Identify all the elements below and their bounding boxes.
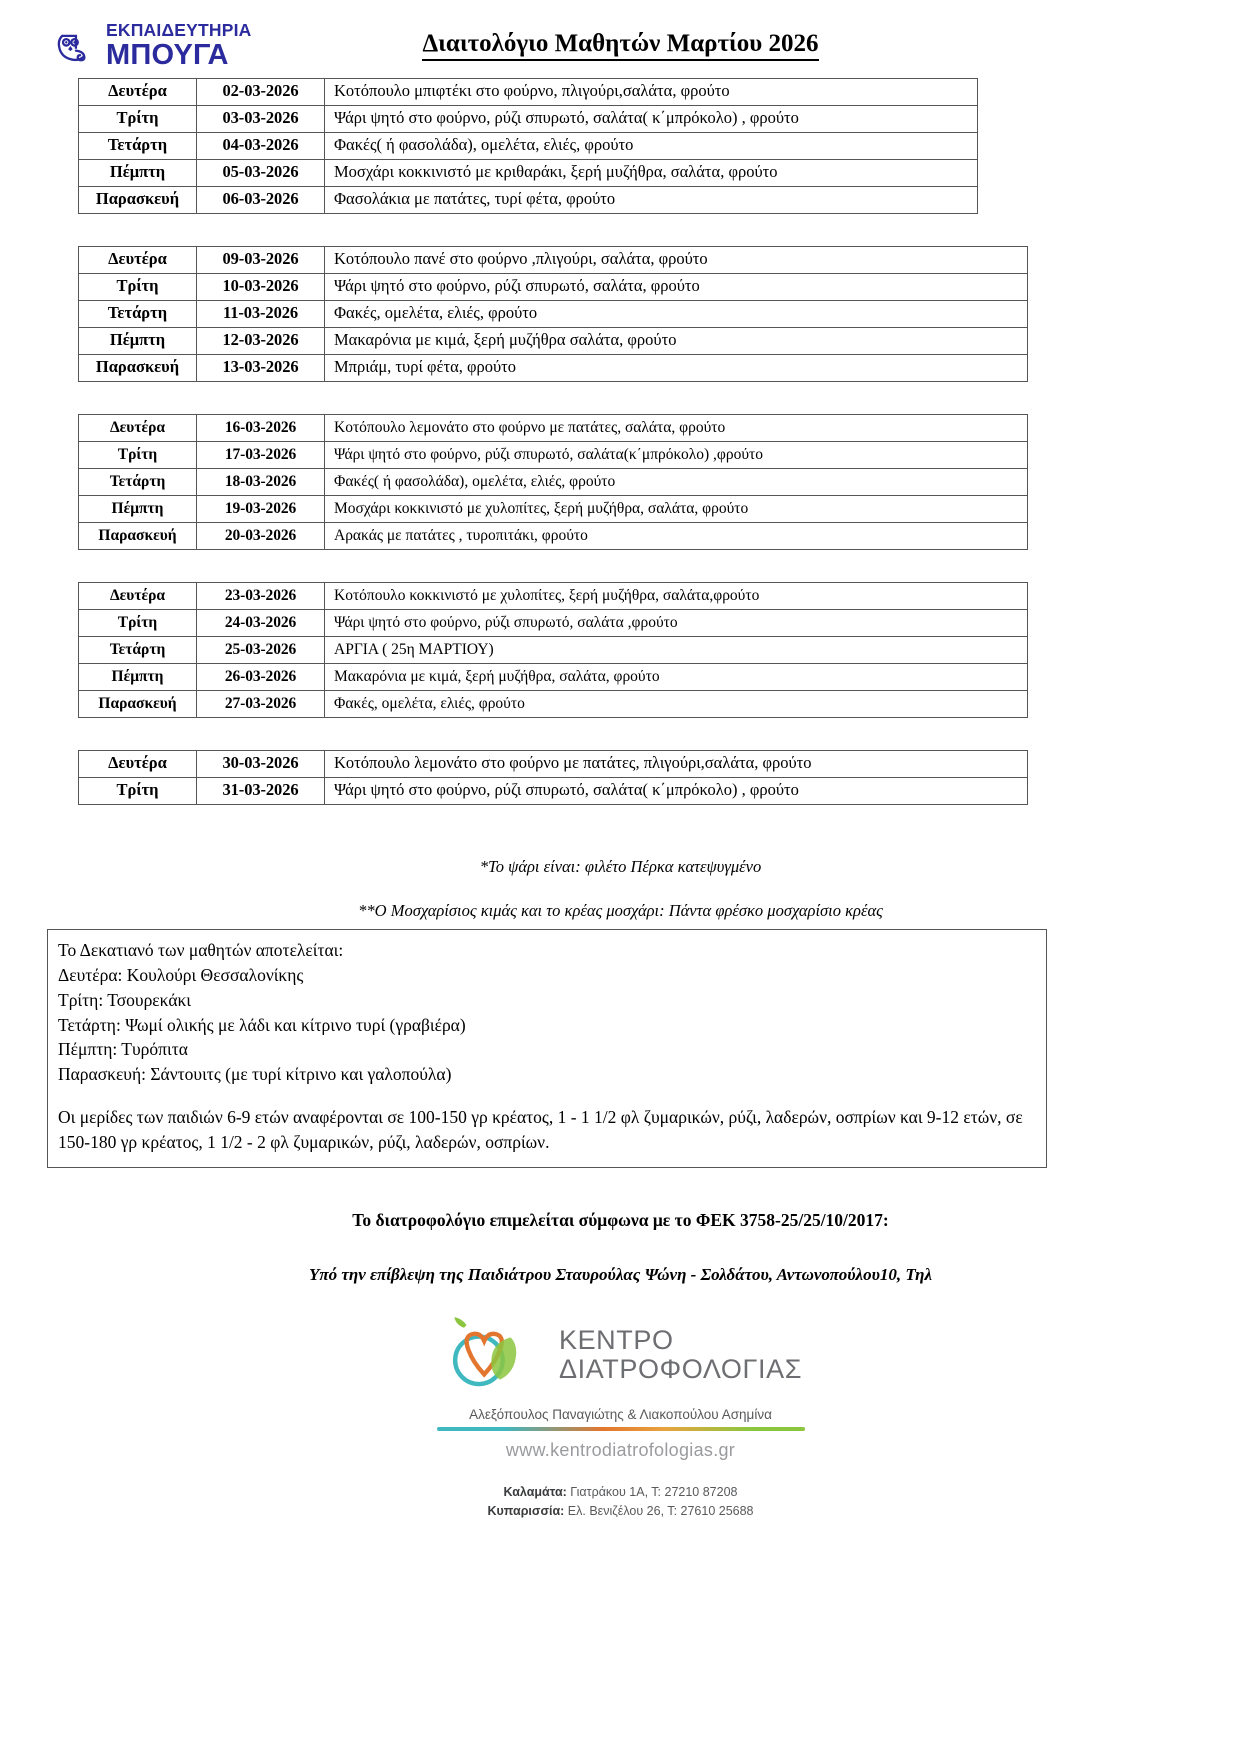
cell-date: 10-03-2026 bbox=[197, 274, 325, 301]
cell-day: Δευτέρα bbox=[79, 415, 197, 442]
cell-meal: Ψάρι ψητό στο φούρνο, ρύζι σπυρωτό, σαλάτα( κ΄μπρόκολο) , φρούτο bbox=[325, 778, 1028, 805]
cell-date: 09-03-2026 bbox=[197, 247, 325, 274]
cell-meal: Κοτόπουλο μπιφτέκι στο φούρνο, πλιγούρι,σαλάτα, φρούτο bbox=[325, 79, 978, 106]
week-1-body bbox=[79, 79, 978, 214]
table-row bbox=[79, 415, 1028, 442]
snack-monday: Δευτέρα: Κουλούρι Θεσσαλονίκης bbox=[58, 964, 304, 985]
cell-meal: Φακές( ή φασολάδα), ομελέτα, ελιές, φρούτο bbox=[325, 469, 1028, 496]
table-row bbox=[79, 691, 1028, 718]
note-beef: **Ο Μοσχαρίσιος κιμάς και το κρέας μοσχάρι: Πάντα φρέσκο μοσχαρίσιο κρέας bbox=[358, 901, 883, 920]
cell-day: Παρασκευή bbox=[79, 523, 197, 550]
table-row bbox=[79, 496, 1028, 523]
cell-day: Τετάρτη bbox=[79, 637, 197, 664]
cell-day: Δευτέρα bbox=[79, 79, 197, 106]
cell-date: 27-03-2026 bbox=[197, 691, 325, 718]
cell-date: 30-03-2026 bbox=[197, 751, 325, 778]
table-row bbox=[79, 79, 978, 106]
table-row bbox=[79, 187, 978, 214]
table-row bbox=[79, 274, 1028, 301]
cell-meal: Κοτόπουλο κοκκινιστό με χυλοπίτες, ξερή μυζήθρα, σαλάτα,φρούτο bbox=[325, 583, 1028, 610]
cell-date: 19-03-2026 bbox=[197, 496, 325, 523]
cell-meal: Φασολάκια με πατάτες, τυρί φέτα, φρούτο bbox=[325, 187, 978, 214]
week-table-1 bbox=[78, 78, 978, 214]
snack-friday: Παρασκευή: Σάντουιτς (με τυρί κίτρινο και γαλοπούλα) bbox=[58, 1064, 452, 1085]
cell-day: Τετάρτη bbox=[79, 301, 197, 328]
cell-day: Πέμπτη bbox=[79, 328, 197, 355]
snack-intro: Το Δεκατιανό των μαθητών αποτελείται: bbox=[58, 940, 344, 960]
logo-word-diatrofologias: ΔΙΑΤΡΟΦΟΛΟΓΙΑΣ bbox=[558, 1353, 803, 1384]
cell-day: Παρασκευή bbox=[79, 187, 197, 214]
cell-day: Τρίτη bbox=[79, 778, 197, 805]
snack-thursday: Πέμπτη: Τυρόπιτα bbox=[58, 1039, 188, 1060]
table-spacer bbox=[0, 214, 1241, 246]
cell-day: Τρίτη bbox=[79, 610, 197, 637]
table-row-holiday bbox=[79, 637, 1028, 664]
table-row bbox=[79, 442, 1028, 469]
cell-date: 25-03-2026 bbox=[197, 637, 325, 664]
cell-meal: Κοτόπουλο λεμονάτο στο φούρνο με πατάτες, σαλάτα, φρούτο bbox=[325, 415, 1028, 442]
cell-meal: Αρακάς με πατάτες , τυροπιτάκι, φρούτο bbox=[325, 523, 1028, 550]
gradient-divider bbox=[437, 1427, 805, 1431]
table-row bbox=[79, 778, 1028, 805]
cell-date: 11-03-2026 bbox=[197, 301, 325, 328]
portions-note: Οι μερίδες των παιδιών 6-9 ετών αναφέρονται σε 100-150 γρ κρέατος, 1 - 1 1/2 φλ ζυμαρικών, ρύζι, λαδερών, οσπρίων και 9-12 ετών, σε 150-180 γρ κρέατος, 1 1/2 - 2 φλ ζυμαρικών, ρύζι, λαδερών, οσπρίων. bbox=[58, 1107, 1023, 1152]
contact-kalamata-address: Γιατράκου 1Α, Τ: 27210 87208 bbox=[566, 1484, 738, 1499]
page-title bbox=[0, 30, 1241, 58]
contact-kyparissia-city: Κυπαρισσία: bbox=[487, 1503, 565, 1518]
table-row bbox=[79, 751, 1028, 778]
cell-date: 24-03-2026 bbox=[197, 610, 325, 637]
table-row bbox=[79, 610, 1028, 637]
snack-tuesday: Τρίτη: Τσουρεκάκι bbox=[58, 989, 192, 1010]
snack-wednesday: Τετάρτη: Ψωμί ολικής με λάδι και κίτρινο τυρί (γραβιέρα) bbox=[58, 1014, 466, 1035]
cell-day: Παρασκευή bbox=[79, 691, 197, 718]
contact-info bbox=[0, 1483, 1241, 1521]
cell-meal: Φακές, ομελέτα, ελιές, φρούτο bbox=[325, 301, 1028, 328]
table-spacer bbox=[0, 718, 1241, 750]
cell-day: Δευτέρα bbox=[79, 583, 197, 610]
cell-meal: Μοσχάρι κοκκινιστό με χυλοπίτες, ξερή μυζήθρα, σαλάτα, φρούτο bbox=[325, 496, 1028, 523]
cell-date: 13-03-2026 bbox=[197, 355, 325, 382]
cell-meal: Ψάρι ψητό στο φούρνο, ρύζι σπυρωτό, σαλάτα(κ΄μπρόκολο) ,φρούτο bbox=[325, 442, 1028, 469]
week-table-4 bbox=[78, 582, 1028, 718]
table-row bbox=[79, 106, 978, 133]
cell-date: 17-03-2026 bbox=[197, 442, 325, 469]
school-name-line1: ΕΚΠΑΙΔΕΥΤΗΡΙΑ bbox=[106, 20, 252, 40]
cell-day: Δευτέρα bbox=[79, 247, 197, 274]
apple-heart-leaf-icon bbox=[439, 1311, 547, 1399]
cell-date: 26-03-2026 bbox=[197, 664, 325, 691]
table-spacer bbox=[0, 550, 1241, 582]
snack-info-box bbox=[47, 929, 1047, 1168]
website-url[interactable]: www.kentrodiatrofologias.gr bbox=[505, 1439, 736, 1460]
table-row bbox=[79, 133, 978, 160]
cell-date: 02-03-2026 bbox=[197, 79, 325, 106]
cell-date: 23-03-2026 bbox=[197, 583, 325, 610]
document-footer bbox=[0, 1311, 1241, 1521]
contact-kyparissia-address: Ελ. Βενιζέλου 26, Τ: 27610 25688 bbox=[564, 1503, 754, 1518]
cell-meal: Μοσχάρι κοκκινιστό με κριθαράκι, ξερή μυζήθρα, σαλάτα, φρούτο bbox=[325, 160, 978, 187]
cell-date: 31-03-2026 bbox=[197, 778, 325, 805]
cell-day: Πέμπτη bbox=[79, 664, 197, 691]
table-spacer bbox=[0, 382, 1241, 414]
table-row bbox=[79, 583, 1028, 610]
table-row bbox=[79, 469, 1028, 496]
cell-day: Τετάρτη bbox=[79, 133, 197, 160]
note-fish: *Το ψάρι είναι: φιλέτο Πέρκα κατεψυγμένο bbox=[479, 857, 762, 876]
table-row bbox=[79, 328, 1028, 355]
cell-date: 16-03-2026 bbox=[197, 415, 325, 442]
cell-day: Τρίτη bbox=[79, 442, 197, 469]
cell-day: Τρίτη bbox=[79, 106, 197, 133]
contact-kalamata bbox=[0, 1483, 1241, 1502]
owners-names: Αλεξόπουλος Παναγιώτης & Λιακοπούλου Ασημίνα bbox=[469, 1406, 772, 1422]
table-row bbox=[79, 664, 1028, 691]
cell-meal: Μακαρόνια με κιμά, ξερή μυζήθρα, σαλάτα, φρούτο bbox=[325, 664, 1028, 691]
cell-day: Πέμπτη bbox=[79, 160, 197, 187]
cell-day: Τρίτη bbox=[79, 274, 197, 301]
week-table-3 bbox=[78, 414, 1028, 550]
cell-meal-holiday: ΑΡΓΙΑ ( 25η ΜΑΡΤΙΟΥ) bbox=[325, 637, 1028, 664]
table-row bbox=[79, 355, 1028, 382]
document-header bbox=[0, 0, 1241, 78]
cell-day: Δευτέρα bbox=[79, 751, 197, 778]
cell-meal: Κοτόπουλο πανέ στο φούρνο ,πλιγούρι, σαλάτα, φρούτο bbox=[325, 247, 1028, 274]
cell-day: Τετάρτη bbox=[79, 469, 197, 496]
table-row bbox=[79, 247, 1028, 274]
cell-date: 06-03-2026 bbox=[197, 187, 325, 214]
week-table-2 bbox=[78, 246, 1028, 382]
cell-day: Πέμπτη bbox=[79, 496, 197, 523]
cell-day: Παρασκευή bbox=[79, 355, 197, 382]
logo-wordmark bbox=[559, 1326, 802, 1383]
table-row bbox=[79, 160, 978, 187]
table-row bbox=[79, 301, 1028, 328]
cell-date: 20-03-2026 bbox=[197, 523, 325, 550]
cell-meal: Μπριάμ, τυρί φέτα, φρούτο bbox=[325, 355, 1028, 382]
cell-meal: Ψάρι ψητό στο φούρνο, ρύζι σπυρωτό, σαλάτα, φρούτο bbox=[325, 274, 1028, 301]
week-2-body bbox=[79, 247, 1028, 382]
cell-meal: Φακές( ή φασολάδα), ομελέτα, ελιές, φρούτο bbox=[325, 133, 978, 160]
cell-date: 04-03-2026 bbox=[197, 133, 325, 160]
cell-date: 18-03-2026 bbox=[197, 469, 325, 496]
cell-date: 05-03-2026 bbox=[197, 160, 325, 187]
page-title-text: Διαιτολόγιο Μαθητών Μαρτίου 2026 bbox=[422, 30, 818, 61]
logo-word-kentro: ΚΕΝΤΡΟ bbox=[558, 1325, 674, 1356]
table-row bbox=[79, 523, 1028, 550]
nutrition-center-logo bbox=[0, 1311, 1241, 1399]
cell-meal: Ψάρι ψητό στο φούρνο, ρύζι σπυρωτό, σαλάτα( κ΄μπρόκολο) , φρούτο bbox=[325, 106, 978, 133]
cell-meal: Ψάρι ψητό στο φούρνο, ρύζι σπυρωτό, σαλάτα ,φρούτο bbox=[325, 610, 1028, 637]
pediatrician-supervision: Υπό την επίβλεψη της Παιδιάτρου Σταυρούλας Ψώνη - Σολδάτου, Αντωνοπούλου10, Τηλ bbox=[308, 1264, 933, 1284]
cell-date: 12-03-2026 bbox=[197, 328, 325, 355]
contact-kyparissia bbox=[0, 1502, 1241, 1521]
cell-meal: Φακές, ομελέτα, ελιές, φρούτο bbox=[325, 691, 1028, 718]
cell-date: 03-03-2026 bbox=[197, 106, 325, 133]
week-4-body bbox=[79, 583, 1028, 718]
cell-meal: Κοτόπουλο λεμονάτο στο φούρνο με πατάτες, πλιγούρι,σαλάτα, φρούτο bbox=[325, 751, 1028, 778]
cell-meal: Μακαρόνια με κιμά, ξερή μυζήθρα σαλάτα, φρούτο bbox=[325, 328, 1028, 355]
contact-kalamata-city: Καλαμάτα: bbox=[503, 1484, 567, 1499]
week-3-body bbox=[79, 415, 1028, 550]
box-spacer bbox=[58, 1087, 1036, 1105]
school-name-line2: ΜΠΟΥΓΑ bbox=[106, 38, 229, 71]
week-5-body bbox=[79, 751, 1028, 805]
fek-credit: Το διατροφολόγιο επιμελείται σύμφωνα με το ΦΕΚ 3758-25/25/10/2017: bbox=[352, 1209, 889, 1230]
week-table-5 bbox=[78, 750, 1028, 805]
